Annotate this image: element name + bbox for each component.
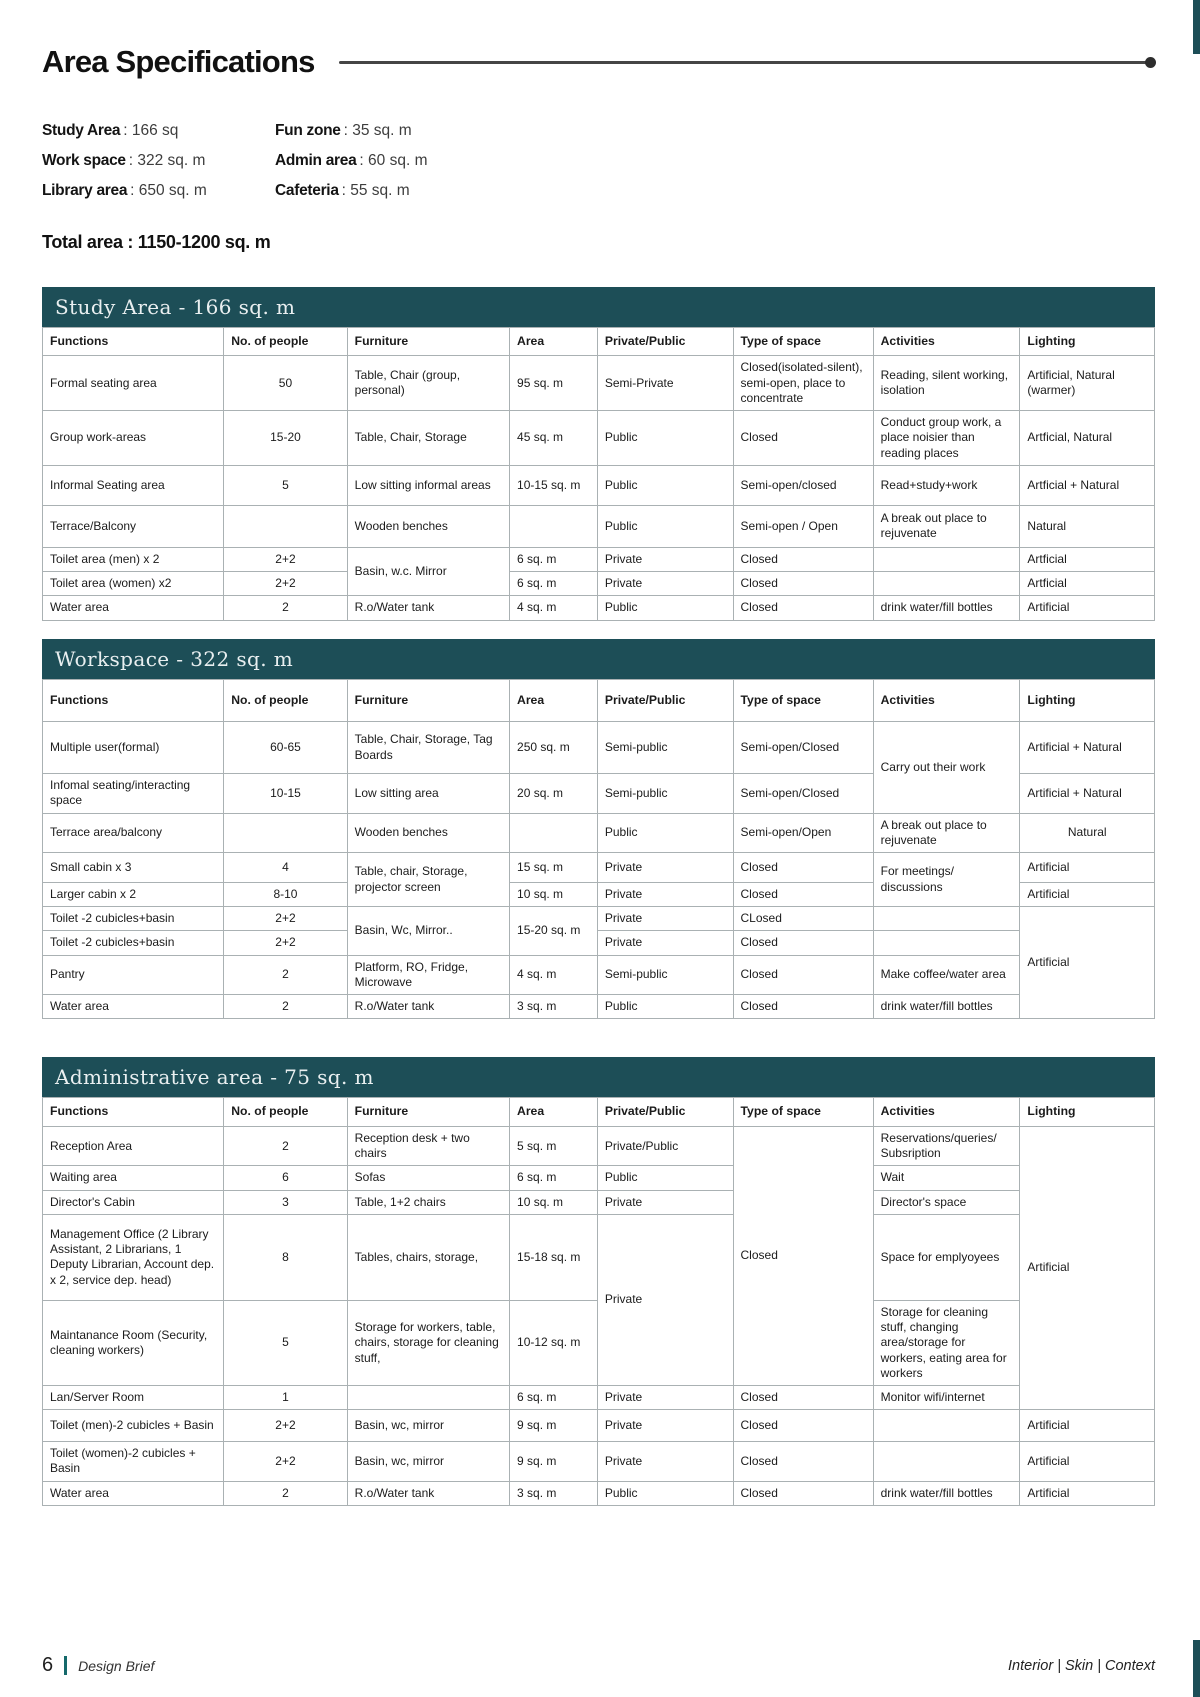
table-cell xyxy=(224,813,347,852)
area-summary-list xyxy=(42,116,1155,206)
summary-value: : 166 sq xyxy=(123,122,179,139)
table-cell: Artificial xyxy=(1020,596,1155,620)
table-cell: Closed xyxy=(733,596,873,620)
table-cell: 10-15 sq. m xyxy=(510,465,598,505)
table-cell: Private xyxy=(597,907,733,931)
summary-value: : 35 sq. m xyxy=(343,122,412,139)
column-header: Type of space xyxy=(733,679,873,721)
table-cell: Artificial xyxy=(1020,883,1155,907)
table-cell: 1 xyxy=(224,1386,347,1410)
summary-item-admin-area xyxy=(275,152,1155,170)
table-cell: Lan/Server Room xyxy=(43,1386,224,1410)
table-cell: 2+2 xyxy=(224,1442,347,1481)
column-header: Functions xyxy=(43,328,224,356)
table-row xyxy=(43,1442,1155,1481)
table-cell: 10 sq. m xyxy=(510,1190,598,1214)
table-cell: Closed xyxy=(733,853,873,883)
table-cell: 4 sq. m xyxy=(510,955,598,994)
table-cell: Semi-Private xyxy=(597,356,733,411)
table-cell: 20 sq. m xyxy=(510,774,598,813)
table-cell: Artficial + Natural xyxy=(1020,465,1155,505)
table-cell: 6 sq. m xyxy=(510,572,598,596)
table-cell: Conduct group work, a place noisier than reading places xyxy=(873,411,1020,466)
table-cell: Private xyxy=(597,1386,733,1410)
table-cell: Storage for cleaning stuff, changing area/storage for workers, eating area for workers xyxy=(873,1300,1020,1385)
title-row xyxy=(42,44,1155,80)
page-footer xyxy=(42,1654,1155,1677)
table-cell: Closed xyxy=(733,1442,873,1481)
table-cell: Informal Seating area xyxy=(43,465,224,505)
table-title-band-study-area: Study Area - 166 sq. m xyxy=(42,287,1155,327)
column-header: No. of people xyxy=(224,1098,347,1126)
table-cell: Public xyxy=(597,465,733,505)
table-cell: Closed xyxy=(733,883,873,907)
table-cell: Closed xyxy=(733,995,873,1019)
table-cell: Platform, RO, Fridge, Microwave xyxy=(347,955,509,994)
table-cell xyxy=(224,505,347,547)
summary-label: Admin area xyxy=(275,152,357,169)
column-header: Lighting xyxy=(1020,679,1155,721)
table-cell: Storage for workers, table, chairs, storage for cleaning stuff, xyxy=(347,1300,509,1385)
column-header: Functions xyxy=(43,1098,224,1126)
table-cell: Public xyxy=(597,411,733,466)
table-cell: Public xyxy=(597,813,733,852)
table-cell xyxy=(873,572,1020,596)
column-header: Activities xyxy=(873,679,1020,721)
table-row xyxy=(43,411,1155,466)
table-cell: 2+2 xyxy=(224,1410,347,1442)
table-cell: 2 xyxy=(224,995,347,1019)
table-cell: Artificial xyxy=(1020,907,1155,1019)
table-row xyxy=(43,931,1155,955)
header-row xyxy=(43,679,1155,721)
table-cell: Public xyxy=(597,596,733,620)
table-cell: Semi-open/closed xyxy=(733,465,873,505)
header-row xyxy=(43,1098,1155,1126)
footer-left xyxy=(42,1654,154,1677)
table-title-band-workspace: Workspace - 322 sq. m xyxy=(42,639,1155,679)
table-cell xyxy=(873,1442,1020,1481)
table-cell: Artificial xyxy=(1020,1481,1155,1505)
table-cell: 45 sq. m xyxy=(510,411,598,466)
table-cell: Make coffee/water area xyxy=(873,955,1020,994)
total-area-line: Total area : 1150-1200 sq. m xyxy=(42,232,271,252)
table-cell xyxy=(347,1386,509,1410)
table-cell: 15-18 sq. m xyxy=(510,1214,598,1300)
table-cell: Wooden benches xyxy=(347,505,509,547)
table-cell: Infomal seating/interacting space xyxy=(43,774,224,813)
column-header: No. of people xyxy=(224,679,347,721)
table-cell: Low sitting informal areas xyxy=(347,465,509,505)
table-title-band-administrative-area: Administrative area - 75 sq. m xyxy=(42,1057,1155,1097)
table-cell: 2+2 xyxy=(224,572,347,596)
table-cell: Private xyxy=(597,931,733,955)
page-title: Area Specifications xyxy=(42,44,315,79)
table-cell: Private xyxy=(597,1410,733,1442)
table-cell: Maintanance Room (Security, cleaning workers) xyxy=(43,1300,224,1385)
summary-item-library-area xyxy=(42,182,275,200)
table-cell: Toilet (women)-2 cubicles + Basin xyxy=(43,1442,224,1481)
table-cell: drink water/fill bottles xyxy=(873,596,1020,620)
table-cell: Small cabin x 3 xyxy=(43,853,224,883)
table-row xyxy=(43,1410,1155,1442)
table-row xyxy=(43,995,1155,1019)
table-row xyxy=(43,547,1155,571)
table-row xyxy=(43,1126,1155,1165)
table-cell: 95 sq. m xyxy=(510,356,598,411)
table-cell: Artficial xyxy=(1020,572,1155,596)
table-cell: Artificial xyxy=(1020,1410,1155,1442)
summary-label: Study Area xyxy=(42,122,121,139)
table-cell: Public xyxy=(597,1481,733,1505)
section-administrative-area xyxy=(42,1057,1155,1506)
table-cell: Private xyxy=(597,1442,733,1481)
column-header: Activities xyxy=(873,1098,1020,1126)
table-cell: Artificial xyxy=(1020,1126,1155,1409)
column-header: Lighting xyxy=(1020,328,1155,356)
table-cell xyxy=(510,505,598,547)
column-header: Private/Public xyxy=(597,679,733,721)
table-cell xyxy=(510,813,598,852)
table-cell: CLosed xyxy=(733,907,873,931)
bottom-right-accent-strip xyxy=(1193,1640,1200,1697)
table-cell: Waiting area xyxy=(43,1166,224,1190)
table-cell: 5 xyxy=(224,465,347,505)
table-row xyxy=(43,853,1155,883)
section-workspace xyxy=(42,639,1155,1020)
table-cell: Table, 1+2 chairs xyxy=(347,1190,509,1214)
table-cell: Natural xyxy=(1020,813,1155,852)
table-study-area xyxy=(42,327,1155,621)
table-cell: 2 xyxy=(224,596,347,620)
summary-label: Fun zone xyxy=(275,122,341,139)
table-cell: 6 xyxy=(224,1166,347,1190)
table-cell: Toilet -2 cubicles+basin xyxy=(43,931,224,955)
table-cell: Table, Chair, Storage xyxy=(347,411,509,466)
table-row xyxy=(43,1190,1155,1214)
table-cell: 15-20 xyxy=(224,411,347,466)
table-cell: Closed xyxy=(733,572,873,596)
table-cell: Basin, w.c. Mirror xyxy=(347,547,509,595)
table-cell: Closed(isolated-silent), semi-open, place to concentrate xyxy=(733,356,873,411)
table-cell: Table, Chair, Storage, Tag Boards xyxy=(347,722,509,774)
table-row xyxy=(43,1214,1155,1300)
table-cell: Monitor wifi/internet xyxy=(873,1386,1020,1410)
table-cell: Water area xyxy=(43,995,224,1019)
table-row xyxy=(43,1481,1155,1505)
table-cell: Closed xyxy=(733,1410,873,1442)
table-cell: Artificial + Natural xyxy=(1020,774,1155,813)
summary-label: Work space xyxy=(42,152,126,169)
table-cell: Wooden benches xyxy=(347,813,509,852)
column-header: Functions xyxy=(43,679,224,721)
table-cell: Private xyxy=(597,883,733,907)
table-cell: 5 xyxy=(224,1300,347,1385)
table-cell: 3 xyxy=(224,1190,347,1214)
table-cell: Private xyxy=(597,1190,733,1214)
table-cell: Wait xyxy=(873,1166,1020,1190)
table-cell: Low sitting area xyxy=(347,774,509,813)
column-header: Type of space xyxy=(733,1098,873,1126)
table-cell: Toilet -2 cubicles+basin xyxy=(43,907,224,931)
column-header: Lighting xyxy=(1020,1098,1155,1126)
table-cell xyxy=(873,1410,1020,1442)
table-cell: Artificial xyxy=(1020,1442,1155,1481)
summary-item-study-area xyxy=(42,122,275,140)
table-cell: Table, Chair (group, personal) xyxy=(347,356,509,411)
table-cell: Management Office (2 Library Assistant, 2 Librarians, 1 Deputy Librarian, Account dep. x 2, service dep. head) xyxy=(43,1214,224,1300)
table-cell: Private xyxy=(597,853,733,883)
table-cell: R.o/Water tank xyxy=(347,596,509,620)
table-cell: Semi-public xyxy=(597,722,733,774)
table-cell: 6 sq. m xyxy=(510,1166,598,1190)
table-cell: 5 sq. m xyxy=(510,1126,598,1165)
table-cell: Semi-open/Closed xyxy=(733,722,873,774)
table-cell: Private xyxy=(597,1214,733,1385)
table-cell: A break out place to rejuvenate xyxy=(873,505,1020,547)
top-right-accent-strip xyxy=(1193,0,1200,54)
table-cell: Public xyxy=(597,505,733,547)
table-cell: Read+study+work xyxy=(873,465,1020,505)
table-cell: Water area xyxy=(43,596,224,620)
summary-value: : 55 sq. m xyxy=(341,182,410,199)
table-cell: Private xyxy=(597,572,733,596)
table-cell: 4 xyxy=(224,853,347,883)
table-cell: Reading, silent working, isolation xyxy=(873,356,1020,411)
table-cell: Basin, wc, mirror xyxy=(347,1410,509,1442)
table-cell: 2+2 xyxy=(224,547,347,571)
table-cell: Director's Cabin xyxy=(43,1190,224,1214)
table-cell: Closed xyxy=(733,931,873,955)
table-cell: Public xyxy=(597,1166,733,1190)
column-header: Area xyxy=(510,1098,598,1126)
table-cell: 8-10 xyxy=(224,883,347,907)
table-cell: Carry out their work xyxy=(873,722,1020,813)
footer-divider-bar xyxy=(64,1656,67,1675)
table-cell: Closed xyxy=(733,1481,873,1505)
rule-end-dot xyxy=(1145,57,1156,68)
table-cell: 15 sq. m xyxy=(510,853,598,883)
table-cell: 8 xyxy=(224,1214,347,1300)
table-row xyxy=(43,907,1155,931)
summary-label: Cafeteria xyxy=(275,182,339,199)
table-row xyxy=(43,1166,1155,1190)
table-row xyxy=(43,572,1155,596)
table-cell: Artificial, Natural (warmer) xyxy=(1020,356,1155,411)
table-row xyxy=(43,505,1155,547)
table-cell: 6 sq. m xyxy=(510,547,598,571)
table-cell: 2+2 xyxy=(224,931,347,955)
table-cell: 6 sq. m xyxy=(510,1386,598,1410)
table-row xyxy=(43,596,1155,620)
table-cell: Public xyxy=(597,995,733,1019)
table-cell: Artficial xyxy=(1020,547,1155,571)
column-header: Area xyxy=(510,679,598,721)
table-cell: Closed xyxy=(733,1386,873,1410)
section-study-area xyxy=(42,287,1155,621)
table-cell: Terrace area/balcony xyxy=(43,813,224,852)
summary-item-fun-zone xyxy=(275,122,1155,140)
table-administrative-area xyxy=(42,1097,1155,1506)
table-cell: Group work-areas xyxy=(43,411,224,466)
table-cell: Space for emplyoyees xyxy=(873,1214,1020,1300)
table-cell: Sofas xyxy=(347,1166,509,1190)
table-cell: Terrace/Balcony xyxy=(43,505,224,547)
summary-value: : 650 sq. m xyxy=(130,182,207,199)
table-cell: 10-15 xyxy=(224,774,347,813)
table-cell: Toilet area (women) x2 xyxy=(43,572,224,596)
column-header: Furniture xyxy=(347,1098,509,1126)
table-cell: For meetings/ discussions xyxy=(873,853,1020,907)
table-cell xyxy=(873,907,1020,931)
table-cell: 15-20 sq. m xyxy=(510,907,598,955)
table-cell: Basin, wc, mirror xyxy=(347,1442,509,1481)
table-row xyxy=(43,955,1155,994)
table-cell: R.o/Water tank xyxy=(347,995,509,1019)
table-cell: Formal seating area xyxy=(43,356,224,411)
table-row xyxy=(43,813,1155,852)
table-cell: Closed xyxy=(733,547,873,571)
table-cell: Closed xyxy=(733,1126,873,1385)
table-cell: Private/Public xyxy=(597,1126,733,1165)
table-row xyxy=(43,722,1155,774)
table-cell: 3 sq. m xyxy=(510,995,598,1019)
title-rule-line xyxy=(339,61,1155,64)
table-cell: drink water/fill bottles xyxy=(873,1481,1020,1505)
table-cell: 9 sq. m xyxy=(510,1442,598,1481)
column-header: Activities xyxy=(873,328,1020,356)
table-cell xyxy=(873,547,1020,571)
table-cell: Basin, Wc, Mirror.. xyxy=(347,907,509,955)
table-cell: Semi-public xyxy=(597,774,733,813)
column-header: Private/Public xyxy=(597,328,733,356)
column-header: Private/Public xyxy=(597,1098,733,1126)
table-row xyxy=(43,465,1155,505)
column-header: Area xyxy=(510,328,598,356)
table-cell: Artficial, Natural xyxy=(1020,411,1155,466)
table-cell: Pantry xyxy=(43,955,224,994)
table-cell: Private xyxy=(597,547,733,571)
table-cell: drink water/fill bottles xyxy=(873,995,1020,1019)
table-cell: Larger cabin x 2 xyxy=(43,883,224,907)
table-cell: 2 xyxy=(224,1481,347,1505)
summary-item-work-space xyxy=(42,152,275,170)
table-cell: 3 sq. m xyxy=(510,1481,598,1505)
table-cell xyxy=(873,931,1020,955)
table-cell: Natural xyxy=(1020,505,1155,547)
table-cell: Semi-public xyxy=(597,955,733,994)
table-cell: 9 sq. m xyxy=(510,1410,598,1442)
table-workspace xyxy=(42,679,1155,1020)
table-cell: 60-65 xyxy=(224,722,347,774)
table-cell: R.o/Water tank xyxy=(347,1481,509,1505)
table-row xyxy=(43,356,1155,411)
table-cell: 2+2 xyxy=(224,907,347,931)
summary-value: : 322 sq. m xyxy=(128,152,206,169)
page-content xyxy=(0,44,1200,1506)
table-cell: Closed xyxy=(733,411,873,466)
table-cell: Reception desk + two chairs xyxy=(347,1126,509,1165)
table-cell: Reception Area xyxy=(43,1126,224,1165)
table-cell: Director's space xyxy=(873,1190,1020,1214)
table-cell: 2 xyxy=(224,1126,347,1165)
table-cell: Tables, chairs, storage, xyxy=(347,1214,509,1300)
summary-label: Library area xyxy=(42,182,128,199)
table-cell: Semi-open/Closed xyxy=(733,774,873,813)
table-cell: Toilet (men)-2 cubicles + Basin xyxy=(43,1410,224,1442)
table-cell: Multiple user(formal) xyxy=(43,722,224,774)
table-cell: Toilet area (men) x 2 xyxy=(43,547,224,571)
summary-item-cafeteria xyxy=(275,182,1155,200)
column-header: Furniture xyxy=(347,679,509,721)
table-cell: A break out place to rejuvenate xyxy=(873,813,1020,852)
table-cell: 50 xyxy=(224,356,347,411)
table-cell: 10 sq. m xyxy=(510,883,598,907)
table-cell: Artificial + Natural xyxy=(1020,722,1155,774)
table-cell: 2 xyxy=(224,955,347,994)
table-cell: 10-12 sq. m xyxy=(510,1300,598,1385)
table-cell: 4 sq. m xyxy=(510,596,598,620)
table-row xyxy=(43,1386,1155,1410)
header-row xyxy=(43,328,1155,356)
column-header: Type of space xyxy=(733,328,873,356)
table-cell: Artificial xyxy=(1020,853,1155,883)
footer-right-label: Interior | Skin | Context xyxy=(1008,1657,1155,1674)
table-cell: Table, chair, Storage, projector screen xyxy=(347,853,509,907)
table-cell: Semi-open / Open xyxy=(733,505,873,547)
table-cell: Water area xyxy=(43,1481,224,1505)
table-cell: Closed xyxy=(733,955,873,994)
column-header: Furniture xyxy=(347,328,509,356)
table-cell: 250 sq. m xyxy=(510,722,598,774)
column-header: No. of people xyxy=(224,328,347,356)
table-cell: Reservations/queries/ Subsription xyxy=(873,1126,1020,1165)
document-label: Design Brief xyxy=(78,1657,155,1674)
summary-value: : 60 sq. m xyxy=(359,152,428,169)
table-cell: Semi-open/Open xyxy=(733,813,873,852)
page-number: 6 xyxy=(42,1654,54,1676)
